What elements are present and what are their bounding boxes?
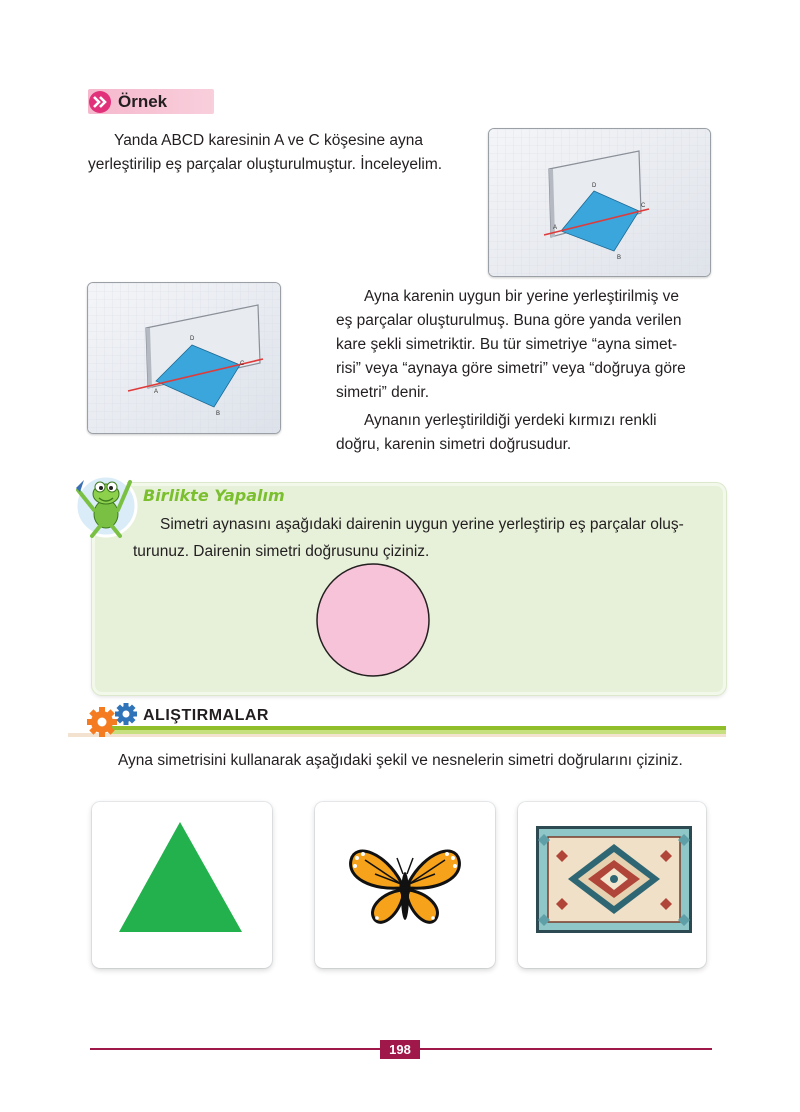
- birlikte-line-1: Simetri aynasını aşağıdaki dairenin uygun yerine yerleştirip eş parçalar oluş-: [160, 516, 684, 533]
- intro-line-1: Yanda ABCD karesinin A ve C köşesine ayna: [114, 132, 424, 149]
- mirror-square-photo-2: [87, 282, 281, 434]
- gear-icon: [86, 702, 140, 738]
- green-triangle: [92, 802, 272, 968]
- square-label-a-2: A: [154, 389, 159, 395]
- double-chevron-icon: [88, 90, 112, 114]
- square-label-a: A: [553, 225, 558, 231]
- alistirmalar-title: ALIŞTIRMALAR: [143, 707, 269, 724]
- square-label-b-2: B: [216, 411, 221, 417]
- square-label-c: C: [641, 203, 646, 209]
- exercise-card-triangle[interactable]: [92, 802, 272, 968]
- birlikte-yapalim-title: Birlikte Yapalım: [143, 486, 285, 505]
- ornek-label: Örnek: [118, 92, 168, 111]
- explanation-line-4: risi” veya “aynaya göre simetri” veya “doğruya göre: [336, 360, 686, 377]
- explanation-line-3: kare şekli simetriktir. Bu tür simetriye “ayna simet-: [336, 336, 678, 353]
- mirror-square-photo-1: [488, 128, 711, 277]
- exercise-card-carpet[interactable]: [518, 802, 706, 968]
- butterfly-icon: [315, 802, 495, 968]
- square-label-d-2: D: [190, 336, 195, 342]
- explanation-line-7: doğru, karenin simetri doğrusudur.: [336, 436, 572, 453]
- explanation-line-5: simetri” denir.: [336, 384, 430, 401]
- birlikte-line-2: turunuz. Dairenin simetri doğrusunu çiziniz.: [133, 543, 430, 560]
- pink-circle[interactable]: [315, 562, 431, 678]
- alistirmalar-underline: [110, 726, 726, 734]
- alistirmalar-instruction: Ayna simetrisini kullanarak aşağıdaki şekil ve nesnelerin simetri doğrularını çiziniz.: [118, 752, 683, 769]
- page-number: 198: [380, 1040, 420, 1059]
- frog-mascot-icon: [70, 468, 140, 540]
- carpet-image: [518, 802, 706, 968]
- exercise-card-butterfly[interactable]: [315, 802, 495, 968]
- square-label-b: B: [617, 255, 622, 261]
- square-label-c-2: C: [240, 361, 245, 367]
- square-label-d: D: [592, 183, 597, 189]
- explanation-line-6: Aynanın yerleştirildiği yerdeki kırmızı renkli: [364, 412, 657, 429]
- intro-line-2: yerleştirilip eş parçalar oluşturulmuştur. İnceleyelim.: [88, 156, 443, 173]
- explanation-line-2: eş parçalar oluşturulmuş. Buna göre yanda verilen: [336, 312, 682, 329]
- explanation-line-1: Ayna karenin uygun bir yerine yerleştirilmiş ve: [364, 288, 680, 305]
